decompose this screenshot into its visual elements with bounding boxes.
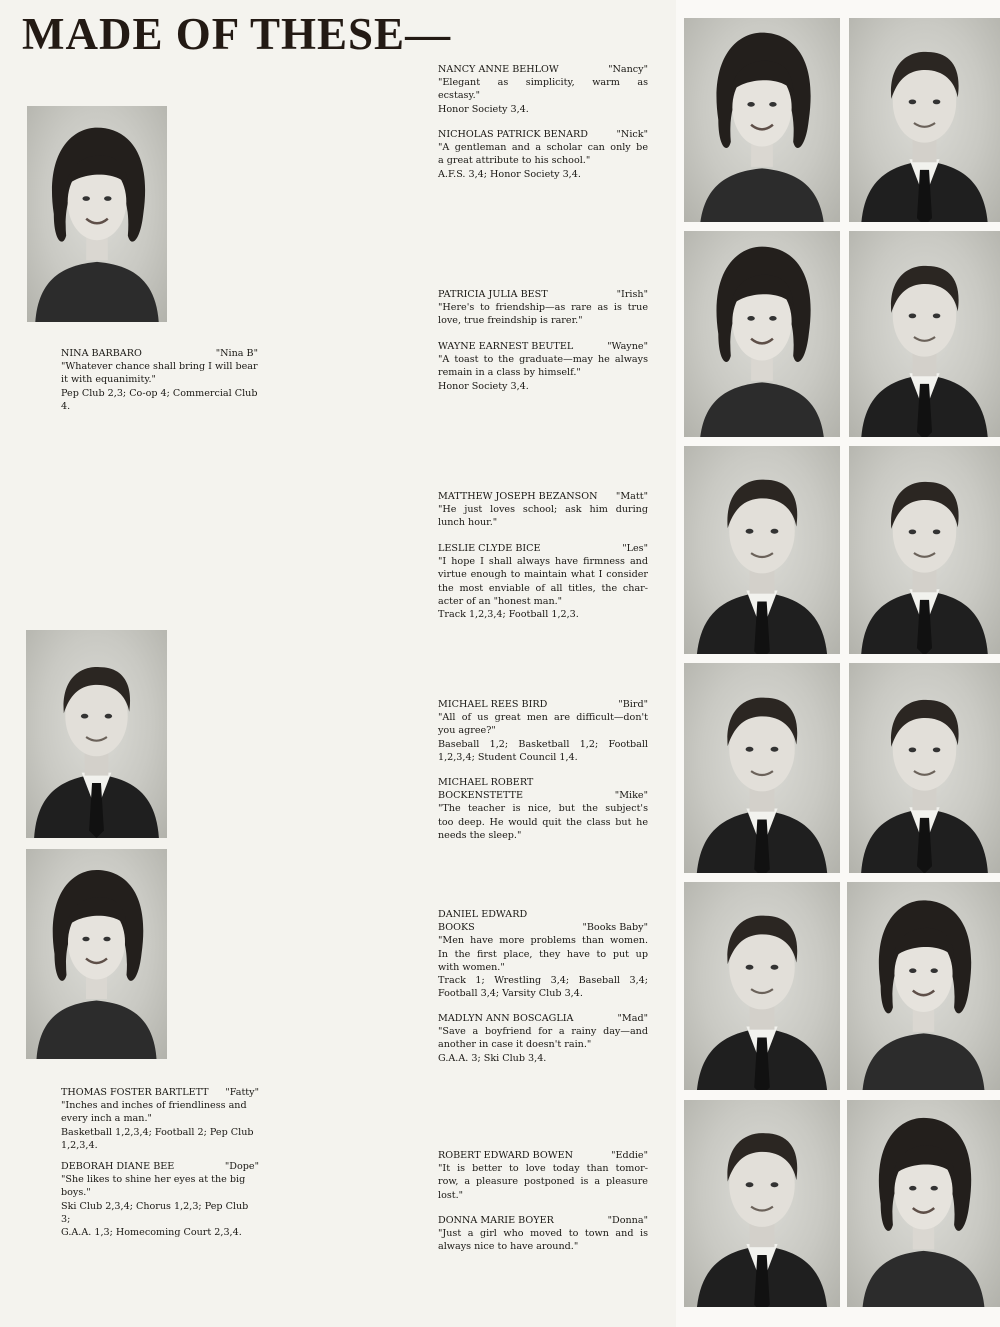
- left-eye-shape: [746, 1182, 754, 1187]
- senior-text-line: G.A.A. 3; Ski Club 3,4.: [438, 1052, 547, 1064]
- senior-text-line: 4.: [61, 400, 71, 412]
- right-eye-shape: [769, 102, 776, 107]
- senior-nickname: "Eddie": [611, 1150, 648, 1161]
- sweater-shape: [862, 1033, 984, 1090]
- right-eye-shape: [933, 529, 941, 534]
- senior-text-line: a great attribute to his school.": [438, 155, 591, 167]
- senior-nickname: "Matt": [615, 491, 648, 502]
- senior-text-line: acter of an "honest man.": [438, 595, 563, 607]
- portrait-svg: [847, 882, 1000, 1090]
- right-eye-shape: [931, 968, 938, 973]
- sweater-shape: [37, 1001, 157, 1060]
- portrait-deborah-bee: [26, 849, 167, 1059]
- senior-name-row: [438, 128, 648, 141]
- portrait-matthew-bezanson: [684, 446, 840, 654]
- portrait-svg: [684, 663, 840, 873]
- senior-text-line: lunch hour.": [438, 517, 498, 529]
- senior-text-line: "The teacher is nice, but the subject's: [438, 803, 648, 815]
- portrait-svg: [684, 882, 840, 1090]
- senior-text-line: Basketball 1,2,3,4; Football 2; Pep Club: [61, 1126, 254, 1138]
- senior-name: THOMAS FOSTER BARTLETT: [61, 1087, 209, 1098]
- senior-text-line: G.A.A. 1,3; Homecoming Court 2,3,4.: [61, 1227, 242, 1239]
- senior-name: NINA BARBARO: [61, 348, 142, 359]
- senior-text-line: the most enviable of all titles, the char-: [438, 582, 648, 594]
- senior-nickname: "Bird": [618, 699, 648, 710]
- senior-nickname: "Dope": [224, 1161, 259, 1172]
- left-eye-shape: [909, 747, 917, 752]
- senior-name-row: [61, 1086, 259, 1099]
- entry-nancy-behlow: [438, 63, 648, 116]
- portrait-robert-bowen: [684, 1100, 840, 1307]
- senior-text-line: Ski Club 2,3,4; Chorus 1,2,3; Pep Club 3;: [61, 1200, 249, 1225]
- senior-text-line: 1,2,3,4.: [61, 1139, 98, 1151]
- portrait-michael-bird: [684, 663, 840, 873]
- portrait-svg: [849, 231, 1000, 437]
- senior-name-row: [61, 1160, 259, 1173]
- senior-text-line: you agree?": [438, 725, 496, 737]
- senior-text-line: "All of us great men are difficult—don't: [438, 712, 648, 724]
- senior-text-line: another in case it doesn't rain.": [438, 1039, 592, 1051]
- senior-text-line: boys.": [61, 1187, 91, 1199]
- senior-text-line: "Men have more problems than women.: [438, 935, 648, 947]
- senior-name: MADLYN ANN BOSCAGLIA: [438, 1013, 574, 1024]
- senior-name-row: [438, 63, 648, 76]
- senior-text-line: "Inches and inches of friendliness and: [61, 1100, 247, 1112]
- senior-text-line: ecstasy.": [438, 90, 481, 102]
- senior-name-row: [438, 340, 648, 353]
- left-eye-shape: [746, 747, 754, 752]
- left-eye-shape: [909, 313, 917, 318]
- senior-name-row: [438, 542, 648, 555]
- right-eye-shape: [769, 316, 776, 321]
- right-eye-shape: [933, 313, 941, 318]
- portrait-svg: [27, 106, 167, 322]
- senior-text-line: "Elegant as simplicity, warm as: [438, 77, 648, 89]
- entry-thomas-bartlett: [61, 1086, 259, 1152]
- portrait-svg: [849, 18, 1000, 222]
- entry-patricia-best: [438, 288, 648, 328]
- entry-wayne-beutel: [438, 340, 648, 393]
- senior-name-row: [438, 490, 648, 503]
- senior-text-line: Pep Club 2,3; Co-op 4; Commercial Club: [61, 387, 258, 399]
- entry-nina-barbaro: [61, 347, 258, 413]
- portrait-nina-barbaro: [27, 106, 167, 322]
- entry-deborah-bee: [61, 1160, 259, 1239]
- senior-text-line: Track 1,2,3,4; Football 1,2,3.: [438, 609, 579, 621]
- entry-daniel-books: [438, 908, 648, 1000]
- senior-text-line: Honor Society 3,4.: [438, 380, 529, 392]
- senior-name-row: [438, 288, 648, 301]
- senior-text-line: Honor Society 3,4.: [438, 103, 529, 115]
- portrait-michael-bockenstette: [849, 663, 1000, 873]
- senior-nickname: "Mad": [617, 1013, 648, 1024]
- senior-nickname: "Mike": [614, 790, 648, 802]
- senior-text-line: always nice to have around.": [438, 1241, 579, 1253]
- entry-donna-boyer: [438, 1214, 648, 1254]
- entry-michael-bird: [438, 698, 648, 764]
- senior-text-line: "She likes to shine her eyes at the big: [61, 1174, 246, 1186]
- entry-matthew-bezanson: [438, 490, 648, 530]
- sweater-shape: [862, 1251, 984, 1307]
- senior-name: NICHOLAS PATRICK BENARD: [438, 129, 588, 140]
- left-eye-shape: [909, 99, 917, 104]
- entry-leslie-bice: [438, 542, 648, 621]
- portrait-svg: [26, 849, 167, 1059]
- senior-name-continued: BOCKENSTETTE: [438, 790, 523, 802]
- portrait-nicholas-benard: [849, 18, 1000, 222]
- right-eye-shape: [771, 1182, 779, 1187]
- senior-name-row: [438, 1214, 648, 1227]
- senior-text-line: "Save a boyfriend for a rainy day—and: [438, 1026, 648, 1038]
- right-eye-shape: [933, 747, 941, 752]
- senior-name: PATRICIA JULIA BEST: [438, 289, 548, 300]
- senior-text-line: row, a pleasure postponed is a pleasure: [438, 1176, 648, 1188]
- portrait-svg: [849, 663, 1000, 873]
- page-headline: MADE OF THESE—: [22, 9, 452, 59]
- senior-name: LESLIE CLYDE BICE: [438, 543, 541, 554]
- senior-name: MATTHEW JOSEPH BEZANSON: [438, 491, 598, 502]
- senior-nickname: "Donna": [607, 1215, 648, 1226]
- left-eye-shape: [746, 965, 754, 970]
- portrait-thomas-bartlett: [26, 630, 167, 838]
- senior-nickname: "Nancy": [608, 64, 648, 75]
- right-eye-shape: [104, 196, 111, 201]
- sweater-shape: [700, 382, 825, 437]
- senior-nickname: "Les": [622, 543, 648, 554]
- senior-text-line: "Whatever chance shall bring I will bear: [61, 361, 258, 373]
- senior-name: MICHAEL ROBERT: [438, 777, 534, 788]
- left-eye-shape: [82, 937, 89, 942]
- senior-text-line: "Just a girl who moved to town and is: [438, 1228, 648, 1240]
- portrait-svg: [684, 446, 840, 654]
- right-eye-shape: [771, 529, 779, 534]
- portrait-donna-boyer: [847, 1100, 1000, 1307]
- senior-text-line: love, true freindship is rarer.": [438, 315, 583, 327]
- portrait-svg: [684, 1100, 840, 1307]
- senior-text-line: 1,2,3,4; Student Council 1,4.: [438, 751, 578, 763]
- senior-name-row: [61, 347, 258, 360]
- left-eye-shape: [909, 968, 916, 973]
- portrait-svg: [684, 18, 840, 222]
- right-eye-shape: [103, 937, 110, 942]
- left-eye-shape: [82, 196, 89, 201]
- senior-text-line: needs the sleep.": [438, 829, 522, 841]
- entry-madlyn-boscaglia: [438, 1012, 648, 1065]
- portrait-svg: [684, 231, 840, 437]
- portrait-svg: [847, 1100, 1000, 1307]
- right-eye-shape: [933, 99, 941, 104]
- senior-text-line: it with equanimity.": [61, 374, 156, 386]
- senior-name-row: [438, 921, 648, 934]
- senior-text-line: lost.": [438, 1189, 464, 1201]
- portrait-patricia-best: [684, 231, 840, 437]
- portrait-nancy-behlow: [684, 18, 840, 222]
- portrait-wayne-beutel: [849, 231, 1000, 437]
- senior-nickname: "Irish": [616, 289, 648, 300]
- senior-text-line: every inch a man.": [61, 1113, 152, 1125]
- senior-text-line: In the first place, they have to put up: [438, 948, 648, 960]
- senior-text-line: Football 3,4; Varsity Club 3,4.: [438, 988, 583, 1000]
- senior-nickname: "Nick": [616, 129, 648, 140]
- senior-text-line: "A toast to the graduate—may he always: [438, 354, 648, 366]
- left-eye-shape: [909, 529, 917, 534]
- senior-nickname: "Wayne": [607, 341, 648, 352]
- senior-text-line: A.F.S. 3,4; Honor Society 3,4.: [438, 168, 581, 180]
- entry-robert-bowen: [438, 1149, 648, 1202]
- senior-name-continued: BOOKS: [438, 922, 475, 934]
- senior-name: MICHAEL REES BIRD: [438, 699, 548, 710]
- right-eye-shape: [771, 965, 779, 970]
- senior-text-line: "It is better to love today than tomor-: [438, 1163, 648, 1175]
- senior-text-line: "I hope I shall always have firmness and: [438, 556, 648, 568]
- portrait-svg: [849, 446, 1000, 654]
- senior-text-line: with women.": [438, 961, 505, 973]
- senior-text-line: Track 1; Wrestling 3,4; Baseball 3,4;: [438, 975, 648, 987]
- senior-name: DANIEL EDWARD: [438, 909, 528, 920]
- sweater-shape: [700, 168, 825, 222]
- senior-text-line: remain in a class by himself.": [438, 367, 581, 379]
- entry-nicholas-benard: [438, 128, 648, 181]
- senior-name: DONNA MARIE BOYER: [438, 1215, 554, 1226]
- senior-text-line: virtue enough to maintain what I consider: [438, 569, 648, 581]
- portrait-leslie-bice: [849, 446, 1000, 654]
- right-eye-shape: [771, 747, 779, 752]
- portrait-svg: [26, 630, 167, 838]
- sweater-shape: [35, 262, 158, 322]
- senior-nickname: "Fatty": [225, 1087, 259, 1098]
- senior-name-row: [438, 789, 648, 802]
- right-eye-shape: [931, 1186, 938, 1191]
- senior-text-line: "He just loves school; ask him during: [438, 504, 648, 516]
- senior-text-line: "A gentleman and a scholar can only be: [438, 142, 648, 154]
- left-eye-shape: [909, 1186, 916, 1191]
- senior-name: WAYNE EARNEST BEUTEL: [438, 341, 574, 352]
- portrait-madlyn-boscaglia: [847, 882, 1000, 1090]
- senior-name: DEBORAH DIANE BEE: [61, 1161, 175, 1172]
- left-eye-shape: [747, 102, 754, 107]
- left-eye-shape: [81, 714, 88, 719]
- right-eye-shape: [105, 714, 112, 719]
- left-eye-shape: [747, 316, 754, 321]
- left-eye-shape: [746, 529, 754, 534]
- senior-name-row: [438, 1012, 648, 1025]
- senior-name: ROBERT EDWARD BOWEN: [438, 1150, 573, 1161]
- senior-text-line: Baseball 1,2; Basketball 1,2; Football: [438, 738, 648, 750]
- senior-nickname: "Nina B": [215, 348, 258, 359]
- senior-name-row: [438, 1149, 648, 1162]
- senior-text-line: too deep. He would quit the class but he: [438, 816, 648, 828]
- senior-name-row: [438, 698, 648, 711]
- senior-text-line: "Here's to friendship—as rare as is true: [438, 302, 648, 314]
- entry-michael-bockenstette: [438, 776, 648, 842]
- senior-nickname: "Books Baby": [582, 922, 648, 934]
- senior-name: NANCY ANNE BEHLOW: [438, 64, 559, 75]
- portrait-daniel-books: [684, 882, 840, 1090]
